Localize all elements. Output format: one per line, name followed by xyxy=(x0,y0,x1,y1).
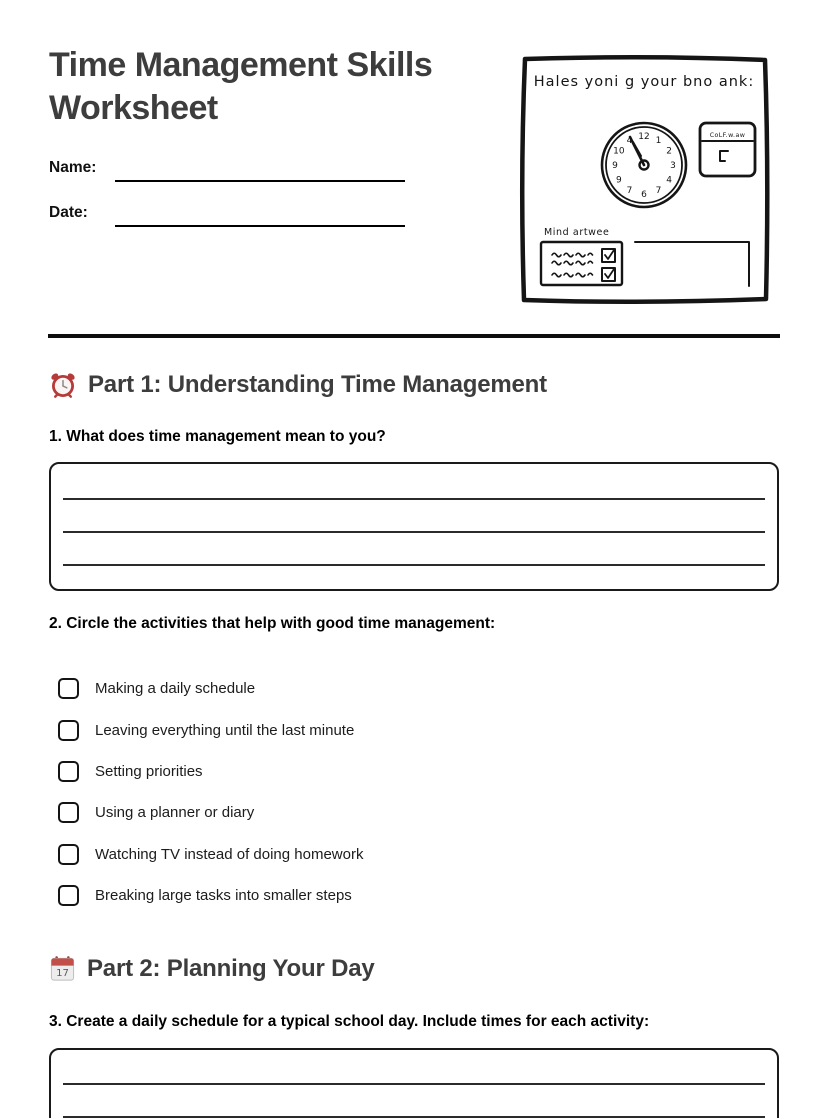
activities-checklist xyxy=(49,668,363,916)
svg-text:7: 7 xyxy=(655,186,662,197)
doodle-caption: Hales yoni g your bno ank: xyxy=(533,74,755,90)
svg-text:2: 2 xyxy=(666,146,672,157)
checkbox-label: Using a planner or diary xyxy=(95,804,255,822)
calendar-day-number: 17 xyxy=(56,968,69,980)
answer-box-question-1[interactable] xyxy=(49,462,779,591)
doodle-clock xyxy=(602,123,686,207)
writing-line xyxy=(63,564,765,566)
checklist-row xyxy=(49,834,363,875)
svg-text:6: 6 xyxy=(641,190,647,200)
writing-line xyxy=(63,531,765,533)
date-input-line[interactable] xyxy=(115,207,405,227)
checklist-row xyxy=(49,875,363,916)
date-label: Date: xyxy=(49,204,88,221)
svg-text:9: 9 xyxy=(612,161,618,171)
checklist-row xyxy=(49,668,363,709)
name-input-line[interactable] xyxy=(115,162,405,182)
checkbox-breaking-large-tasks[interactable] xyxy=(58,885,79,906)
checklist-row xyxy=(49,709,363,750)
doodle-calendar-label: CoLF.w.aw xyxy=(709,132,746,139)
section-divider xyxy=(48,334,780,338)
calendar-icon xyxy=(49,955,76,983)
svg-text:10: 10 xyxy=(613,146,625,157)
question-2: 2. Circle the activities that help with good time management: xyxy=(49,615,496,632)
time-management-doodle-image xyxy=(517,53,772,306)
svg-text:3: 3 xyxy=(670,161,676,171)
checklist-row xyxy=(49,751,363,792)
answer-box-question-3[interactable] xyxy=(49,1048,779,1118)
part2-heading xyxy=(49,955,375,983)
doodle-list-label: Mind artwee xyxy=(544,227,610,238)
alarm-clock-icon xyxy=(49,371,77,399)
writing-line xyxy=(63,1083,765,1085)
part1-heading-text: Part 1: Understanding Time Management xyxy=(88,371,547,398)
checkbox-watching-tv-instead-of-homework[interactable] xyxy=(58,844,79,865)
checkbox-making-a-daily-schedule[interactable] xyxy=(58,678,79,699)
svg-text:4: 4 xyxy=(626,135,633,146)
part2-heading-text: Part 2: Planning Your Day xyxy=(87,955,375,982)
checkbox-label: Breaking large tasks into smaller steps xyxy=(95,887,352,905)
writing-line xyxy=(63,498,765,500)
checkbox-label: Watching TV instead of doing homework xyxy=(95,845,364,863)
name-label: Name: xyxy=(49,159,97,176)
part1-heading xyxy=(49,371,547,399)
question-1: 1. What does time management mean to you? xyxy=(49,428,386,445)
checkbox-leaving-everything-until-last-minute[interactable] xyxy=(58,720,79,741)
checkbox-label: Making a daily schedule xyxy=(95,680,256,698)
checkbox-setting-priorities[interactable] xyxy=(58,761,79,782)
checkbox-label: Setting priorities xyxy=(95,762,203,780)
doodle-calendar xyxy=(700,123,755,176)
checkbox-label: Leaving everything until the last minute xyxy=(95,721,355,739)
checklist-row xyxy=(49,792,363,833)
svg-text:9: 9 xyxy=(616,175,622,186)
svg-text:12: 12 xyxy=(638,132,650,142)
question-3: 3. Create a daily schedule for a typical school day. Include times for each activity: xyxy=(49,1013,650,1030)
doodle-checklist xyxy=(541,227,749,286)
svg-text:4: 4 xyxy=(666,175,672,186)
page-title: Time Management Skills Worksheet xyxy=(49,46,433,127)
svg-text:7: 7 xyxy=(626,186,633,197)
svg-text:1: 1 xyxy=(655,135,662,146)
checkbox-using-a-planner-or-diary[interactable] xyxy=(58,802,79,823)
